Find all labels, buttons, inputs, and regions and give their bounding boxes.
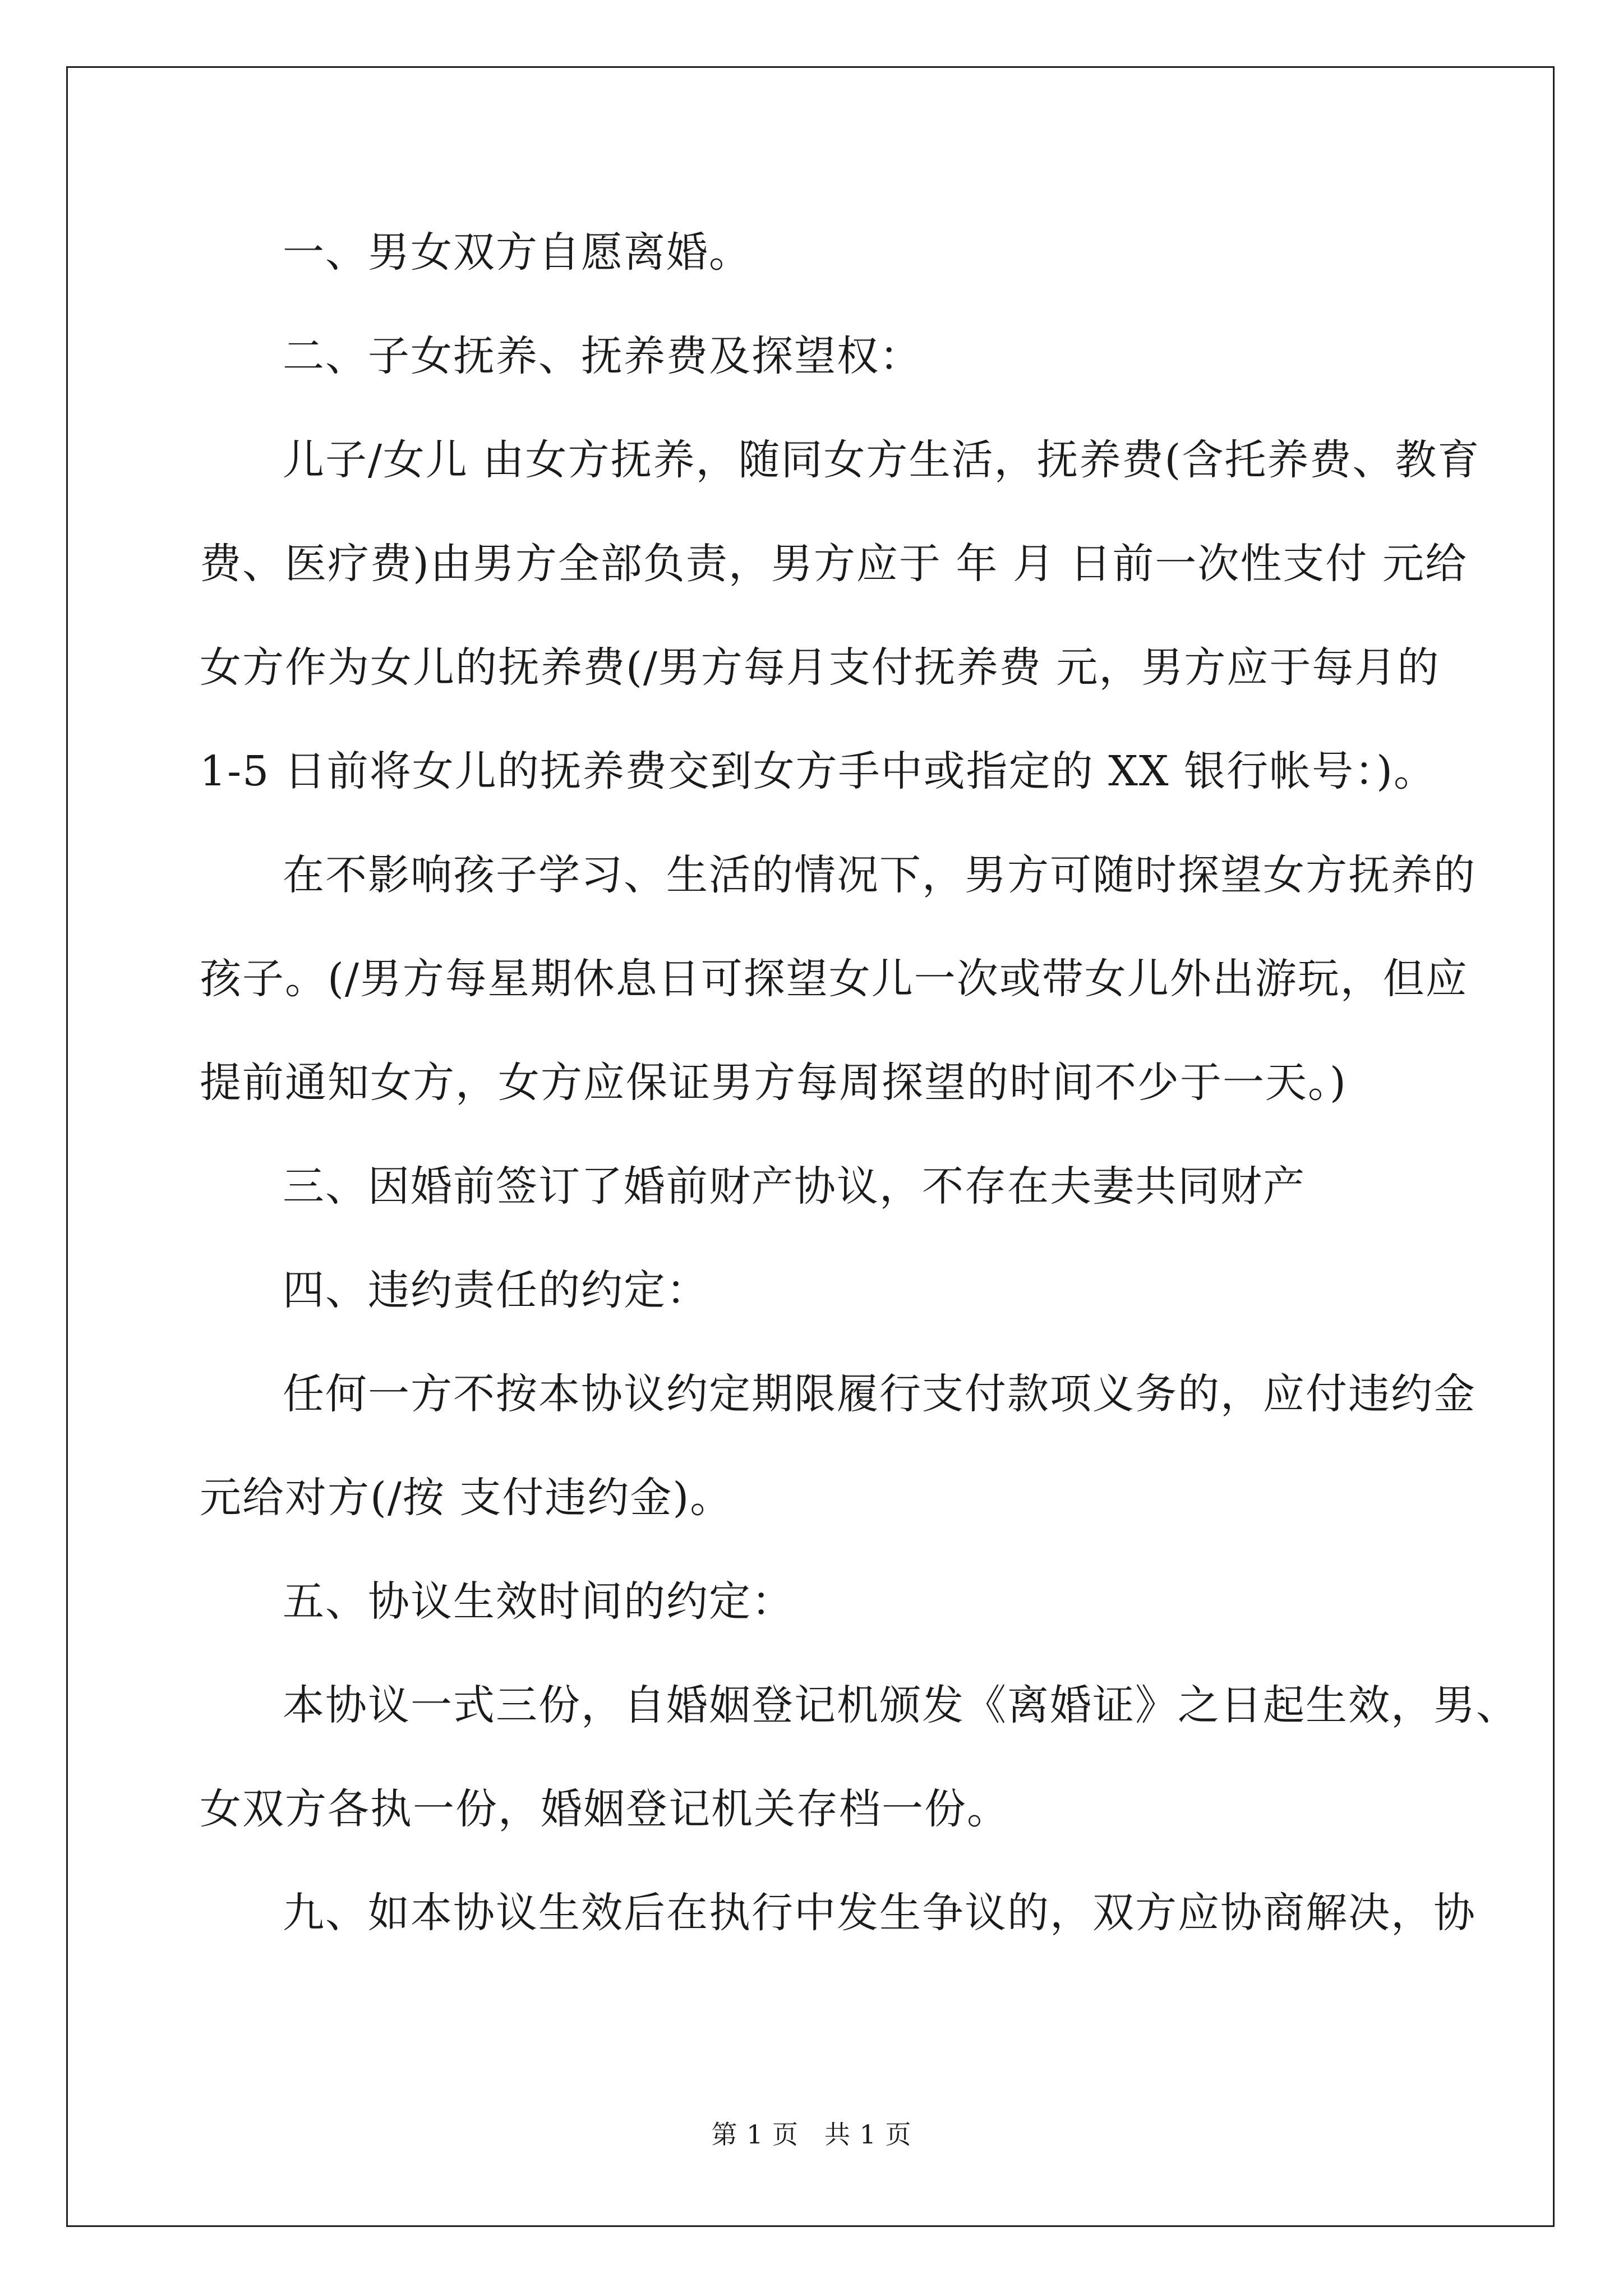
page-total: 共 1 页 bbox=[824, 2119, 912, 2150]
clause-2-text-line: 儿子/女儿 由女方抚养，随同女方生活，抚养费(含托养费、教育 bbox=[283, 436, 1481, 484]
clause-4-heading: 四、违约责任的约定： bbox=[283, 1266, 709, 1314]
clause-4-text-line: 任何一方不按本协议约定期限履行支付款项义务的，应付违约金 bbox=[283, 1370, 1476, 1418]
visitation-text-line: 在不影响孩子学习、生活的情况下，男方可随时探望女方抚养的 bbox=[283, 851, 1476, 899]
clause-2-text-line: 费、医疗费)由男方全部负责，男方应于 年 月 日前一次性支付 元给 bbox=[200, 540, 1468, 588]
visitation-text-line: 孩子。(/男方每星期休息日可探望女儿一次或带女儿外出游玩，但应 bbox=[200, 955, 1468, 1003]
clause-9-text-line: 九、如本协议生效后在执行中发生争议的，双方应协商解决，协 bbox=[283, 1889, 1476, 1937]
clause-2-text-line: 1-5 日前将女儿的抚养费交到女方手中或指定的 XX 银行帐号：)。 bbox=[200, 747, 1436, 795]
clause-3: 三、因婚前签订了婚前财产协议，不存在夫妻共同财产 bbox=[283, 1162, 1306, 1211]
visitation-text-line: 提前通知女方，女方应保证男方每周探望的时间不少于一天。) bbox=[200, 1059, 1347, 1107]
clause-5-text-line: 本协议一式三份，自婚姻登记机颁发《离婚证》之日起生效，男、 bbox=[283, 1681, 1519, 1729]
page-number: 第 1 页 bbox=[711, 2119, 799, 2150]
clause-5-heading: 五、协议生效时间的约定： bbox=[283, 1577, 794, 1626]
clause-5-text-line: 女双方各执一份，婚姻登记机关存档一份。 bbox=[200, 1785, 1009, 1833]
clause-1: 一、男女双方自愿离婚。 bbox=[283, 228, 751, 277]
clause-2-heading: 二、子女抚养、抚养费及探望权： bbox=[283, 332, 922, 380]
clause-2-text-line: 女方作为女儿的抚养费(/男方每月支付抚养费 元，男方应于每月的 bbox=[200, 643, 1440, 692]
page-footer bbox=[0, 2118, 1623, 2151]
clause-4-text-line: 元给对方(/按 支付违约金)。 bbox=[200, 1474, 733, 1522]
